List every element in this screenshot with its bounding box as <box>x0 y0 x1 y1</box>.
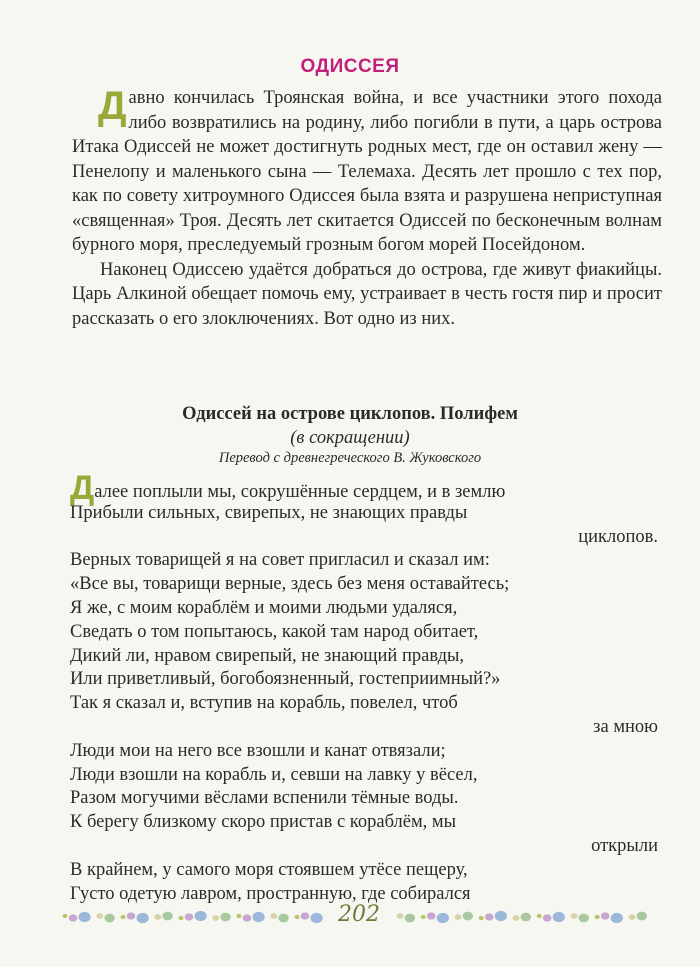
poem-title: Одиссей на острове циклопов. Полифем <box>182 404 518 424</box>
decorative-dot <box>295 915 300 919</box>
intro-paragraph-2: Наконец Одиссею удаётся добраться до острова, где живут фиакийцы. Царь Алкиной обещает помочь ему, устраивает в честь гостя пир и просит рассказать о его злоключениях. Вот одно из них. <box>72 259 662 329</box>
decorative-dot <box>63 914 68 918</box>
poem-line: Прибыли сильных, свирепых, не знающих правды <box>70 502 468 523</box>
intro-paragraph-1-text: авно кончилась Троянская война, и все участники этого похода либо возвратились на родину, либо погибли в пути, а царь острова Итака Одиссей не может достигнуть родных мест, где он оставил жену — Пенелопу и маленького сына — Телемаха. Десять лет прошло с тех пор, как по совету хитроумного Одиссея была взята и разрушена неприступная «священная» Троя. Десять лет скитается Одиссей по бесконечным волнам бурного моря, преследуемый грозным богом морей Посейдоном. <box>72 88 662 255</box>
decorative-dot <box>179 916 184 920</box>
decorative-dot <box>69 914 78 921</box>
decorative-dot <box>495 911 507 921</box>
poem-line: Люди взошли на корабль и, севши на лавку у вёсел, <box>70 764 478 785</box>
decorative-dot <box>212 915 219 921</box>
chapter-title: ОДИССЕЯ <box>300 56 400 77</box>
decorative-dot <box>397 913 404 919</box>
poem-line: Верных товарищей я на совет пригласил и сказал им: <box>70 550 490 571</box>
poem-line: «Все вы, товарищи верные, здесь без меня оставайтесь; <box>70 574 510 595</box>
decorative-dot <box>553 912 565 922</box>
decorative-dot <box>154 914 161 920</box>
poem-line: Или приветливый, богобоязненный, гостеприимный?» <box>70 669 501 690</box>
drop-cap: Д <box>98 84 127 128</box>
decorative-dot <box>637 912 647 921</box>
poem-line: В крайнем, у самого моря стоявшем утёсе пещеру, <box>70 859 468 880</box>
poem-line: открыли <box>591 835 658 856</box>
page-footer <box>60 902 660 932</box>
decorative-dot <box>270 913 277 919</box>
poem-translator: Перевод с древнегреческого В. Жуковского <box>218 450 482 466</box>
poem-line: Люди мои на него все взошли и канат отвязали; <box>70 740 446 761</box>
decorative-dot <box>195 911 207 921</box>
decorative-dot <box>278 914 288 923</box>
decorative-dot <box>537 914 542 918</box>
intro-paragraph-1 <box>72 86 662 258</box>
decorative-dots-left-icon <box>60 908 325 926</box>
poem-text <box>70 469 660 906</box>
decorative-dot <box>185 913 194 920</box>
decorative-dot <box>79 912 91 922</box>
poem-line: Разом могучими вёслами вспенили тёмные воды. <box>70 788 459 809</box>
poem-drop-cap: Д <box>70 469 95 507</box>
decorative-dot <box>137 913 149 923</box>
decorative-dot <box>571 913 578 919</box>
decorative-dot <box>96 913 103 919</box>
decorative-dot <box>629 914 636 920</box>
decorative-dot <box>437 913 449 923</box>
decorative-dot <box>121 915 126 919</box>
poem-line: циклопов. <box>578 526 658 547</box>
decorative-dot <box>253 912 265 922</box>
poem-line: Густо одетую лавром, пространную, где собирался <box>70 883 471 904</box>
decorative-dot <box>521 913 531 922</box>
decorative-dot <box>427 912 436 919</box>
decorative-dot <box>611 913 623 923</box>
decorative-dot <box>421 915 426 919</box>
decorative-dot <box>104 914 114 923</box>
decorative-dots-right-icon <box>395 908 660 926</box>
decorative-dot <box>127 912 136 919</box>
decorative-dot <box>479 916 484 920</box>
decorative-dot <box>162 912 172 921</box>
poem-line: Далее поплыли мы, сокрушённые сердцем, и в землю <box>70 469 506 507</box>
decorative-dot <box>595 915 600 919</box>
poem-line: Я же, с моим кораблём и моими людьми удаляся, <box>70 597 458 618</box>
decorative-dot <box>579 914 589 923</box>
decorative-dot <box>405 914 415 923</box>
decorative-dot <box>601 912 610 919</box>
decorative-dot <box>311 913 323 923</box>
decorative-dot <box>301 912 310 919</box>
poem-line: Дикий ли, нравом свирепый, не знающий правды, <box>70 645 465 666</box>
decorative-dot <box>463 912 473 921</box>
decorative-dot <box>513 915 520 921</box>
page-number: 202 <box>338 902 380 927</box>
poem-line: за мною <box>593 716 658 737</box>
poem-subtitle: (в сокращении) <box>290 428 410 448</box>
decorative-dot <box>243 914 252 921</box>
decorative-dot <box>543 914 552 921</box>
poem-line: Сведать о том попытаюсь, какой там народ обитает, <box>70 621 479 642</box>
poem-line: К берегу близкому скоро пристав с кораблём, мы <box>70 812 457 833</box>
decorative-dot <box>237 914 242 918</box>
decorative-dot <box>485 913 494 920</box>
decorative-dot <box>455 914 462 920</box>
decorative-dot <box>220 913 230 922</box>
poem-line: Так я сказал и, вступив на корабль, повелел, чтоб <box>70 693 458 714</box>
intro-text <box>72 86 662 331</box>
